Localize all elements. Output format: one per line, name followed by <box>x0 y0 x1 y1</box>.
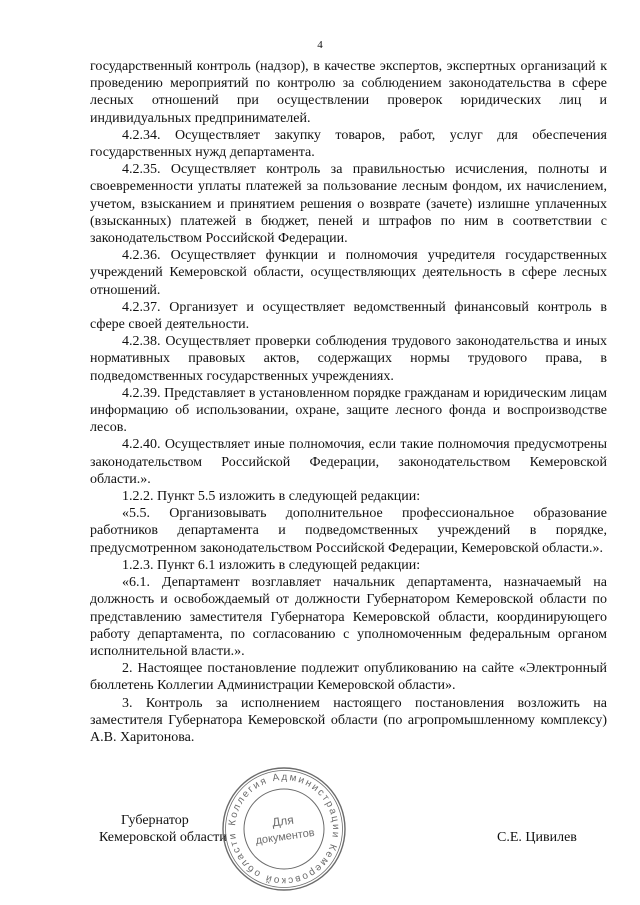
paragraph: 4.2.36. Осуществляет функции и полномочия учредителя государственных учреждений Кемеровской области, осуществляющих деятельность в сфере лесных отношений. <box>90 248 607 298</box>
paragraph: 1.2.2. Пункт 5.5 изложить в следующей редакции: <box>122 489 421 505</box>
paragraph: 1.2.3. Пункт 6.1 изложить в следующей редакции: <box>122 557 421 573</box>
signatory-title-line1: Губернатор <box>121 813 189 828</box>
paragraph: «6.1. Департамент возглавляет начальник департамента, назначаемый на должность и освобождаемый от должности Губернатором Кемеровской области по представлению заместителя Губернатора Кемеровской области, координирующего работу департамента, по согласованию с уполномоченным федеральным органом исполнительной власти.». <box>90 575 607 659</box>
stamp-outer-ring <box>223 768 345 890</box>
stamp-outer-ring-inner <box>226 771 343 888</box>
paragraph: 2. Настоящее постановление подлежит опубликованию на сайте «Электронный бюллетень Коллегии Администрации Кемеровской области». <box>90 661 607 694</box>
stamp-center-line2: документов <box>254 826 316 848</box>
signatory-title-line2: Кемеровской области <box>99 830 227 845</box>
signatory-name: С.Е. Цивилев <box>497 830 577 845</box>
paragraph: 4.2.38. Осуществляет проверки соблюдения трудового законодательства и иных нормативных правовых актов, содержащих нормы трудового права, в подведомственных государственных учреждениях. <box>90 334 607 384</box>
paragraph: 4.2.39. Представляет в установленном порядке гражданам и юридическим лицам информацию об использовании, охране, защите лесного фонда и воспроизводстве лесов. <box>90 385 607 436</box>
document-body <box>90 58 607 746</box>
paragraph: 4.2.37. Организует и осуществляет ведомственный финансовый контроль в сфере своей деятельности. <box>90 299 607 333</box>
paragraph: «5.5. Организовывать дополнительное профессиональное образование работников департамента и подведомственных учреждений в порядке, предусмотренном законодательством Российской Федерации, Кемеровской области.». <box>90 506 607 556</box>
official-stamp <box>221 766 347 892</box>
paragraph: 4.2.34. Осуществляет закупку товаров, работ, услуг для обеспечения государственных нужд департамента. <box>90 127 607 161</box>
stamp-center-line1: Для <box>271 812 295 830</box>
stamp-ring-text: Коллегия Администрации Кемеровской области <box>227 771 342 887</box>
paragraph: 4.2.40. Осуществляет иные полномочия, если такие полномочия предусмотрены законодательством Российской Федерации, законодательством Кемеровской области.». <box>90 437 607 487</box>
paragraph: 3. Контроль за исполнением настоящего постановления возложить на заместителя Губернатора Кемеровской области (по агропромышленному комплексу) А.В. Харитонова. <box>90 695 607 745</box>
page-number: 4 <box>317 39 323 51</box>
paragraph: государственный контроль (надзор), в качестве экспертов, экспертных организаций к проведению мероприятий по контролю за соблюдением законодательства в сфере лесных отношений при осуществлении проверок юридических лиц и индивидуальных предпринимателей. <box>90 59 607 126</box>
paragraph: 4.2.35. Осуществляет контроль за правильностью исчисления, полноты и своевременности уплаты платежей за пользование лесным фондом, их начислением, учетом, взысканием и принятием решения о возврате (зачете) излишне уплаченных (взысканных) платежей в бюджет, пеней и штрафов по ним в соответствии с законодательством Российской Федерации. <box>90 162 607 247</box>
